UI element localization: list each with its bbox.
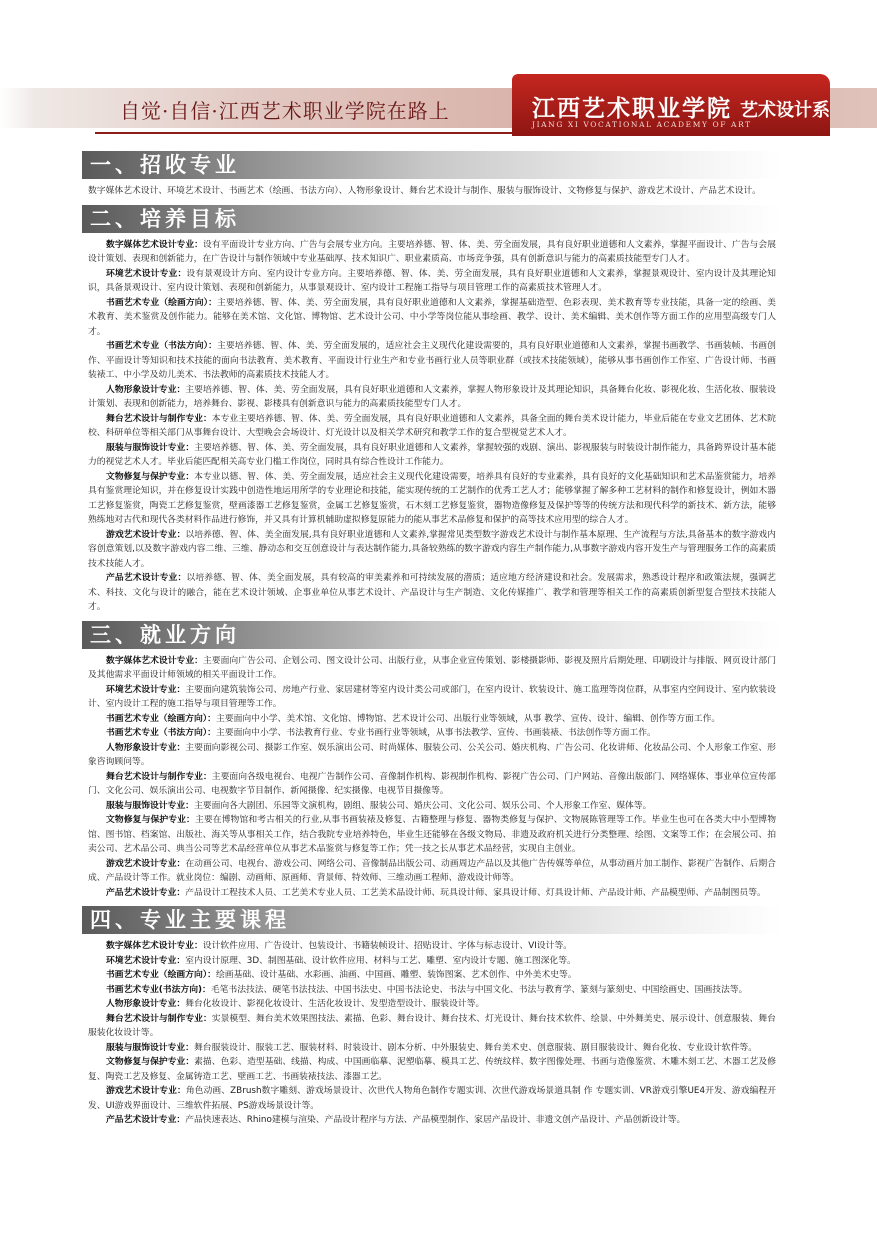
section-heading-objectives [82, 205, 782, 233]
major-description: 舞台服装设计、服装工艺、服装材料、时装设计、剧本分析、中外服装史、舞台美术史、创意服装、剧目服装设计、舞台化妆、专业设计软件等。 [193, 1042, 757, 1053]
major-label: 舞台艺术设计与制作专业： [106, 413, 212, 424]
major-paragraph [82, 654, 782, 683]
major-description: 主要面向中小学、书法教育行业、专业书画行业等领域，从事书法教学、宣传、书画装裱、书法创作等方面工作。 [215, 728, 656, 738]
major-description: 本专业以德、智、体、美、劳全面发展，适应社会主义现代化建设需要，培养具有良好的专业素养，具有良好的文化基础知识和艺术品鉴赏能力，培养具有鉴赏理论知识，并在修复设计实践中创造性地运用所学的专业理论和技能，能实现传统的工艺制作的优秀工艺人才；能够掌握了解多种工艺材料的制作和修复设计，例如木器工艺修复鉴赏，陶瓷工艺修复鉴赏，壁画漆器工艺修复鉴赏，金属工艺修复鉴赏，石木刻工艺修复鉴赏，器物造像修复及保护等等的传统方法和现代科学的新技术、新方法，能够熟练地对古代和现代各类材料作品进行修饰，并又具有计算机辅助虚拟修复原能力的能从事艺术品修复和保护的高等技术应用型的综合人才。 [88, 471, 776, 525]
major-description: 绘画基础、设计基础、水彩画、油画、中国画、雕塑、装饰图案、艺术创作、中外美术史等。 [215, 970, 577, 980]
major-label: 书画艺术专业（绘画方向）： [106, 297, 217, 308]
major-label: 产品艺术设计专业： [106, 573, 187, 583]
major-label: 数字媒体艺术设计专业： [106, 941, 203, 951]
major-label: 人物形象设计专业： [106, 742, 186, 753]
major-description: 主要培养德、智、体、美、劳全面发展，具有良好职业道德和人文素养，掌握基础造型、色彩表现、美术教育等专业技能，具备一定的绘画、美术教育、美术鉴赏及创作能力。能够在美术馆、文化馆、博物馆、艺术设计公司、中小学等岗位能从事绘画、教学、设计、美术编辑、美术创作等方面工作的应用型高级专门人才。 [88, 297, 776, 337]
major-description: 主要面向影视公司、摄影工作室、娱乐演出公司、时尚媒体、服装公司、公关公司、婚庆机构、广告公司、化妆讲师、化妆品公司、个人形象工作室、形象咨询顾问等。 [88, 742, 776, 767]
major-description: 主要在博物馆和考古相关的行业,从事书画装裱及修复、古籍整理与修复、器物类修复与保护、文物展陈管理等工作。毕业生也可在各类大中小型博物馆、图书馆、档案馆、出版社、海关等从事相关工作，结合我院专业培养特色，毕业生还能够在各级文物局、非遗及政府机关进行分类整理、绘图、文案等工作；在会展公司、拍卖公司、艺术品公司、典当公司等艺术品经营单位从事艺术品鉴赏与修复等工作；凭一技之长从事艺术品经营，实现自主创业。 [88, 815, 776, 854]
major-paragraph [82, 571, 782, 615]
section-title: 二、培养目标 [90, 205, 240, 231]
major-label: 舞台艺术设计与制作专业： [106, 1013, 212, 1024]
section-heading-employment [82, 621, 782, 649]
major-description: 在动画公司、电视台、游戏公司、网络公司、音像制品出版公司、动画周边产品以及其他广告传媒等单位，从事动画片加工制作、影视广告制作、后期合成、产品设计等工作。就业岗位：编剧、动画师、原画师、背景师、特效师、三维动画工程师、游戏设计师等。 [88, 858, 776, 883]
major-paragraph [82, 813, 782, 857]
major-label: 书画艺术专业（绘画方向）： [106, 713, 216, 724]
college-logo [512, 74, 830, 136]
courses-list [82, 939, 782, 1128]
major-paragraph [82, 983, 782, 998]
main-content [82, 151, 782, 1128]
major-description: 主要培养德、智、体、美、劳全面发展，具有良好职业道德和人文素养，掌握人物形象设计及其理论知识，具备舞台化妆、影视化妆、生活化妆、服装设计策划、表现和创新能力，培养舞台、影视、影楼具有创新意识与能力的高素质技能型专门人才。 [88, 384, 776, 409]
major-label: 数字媒体艺术设计专业： [106, 655, 203, 666]
major-description: 主要培养德、智、体、美、劳全面发展，具有良好职业道德和人文素养，掌握较强的戏剧、演出、影视服装与时装设计制作能力，具备跨界设计基本能力的视觉艺术人才。毕业后能匹配相关高专业门槛工作岗位，同时具有综合性设计工作能力。 [88, 442, 776, 467]
major-paragraph [82, 770, 782, 799]
major-paragraph [82, 441, 782, 470]
major-label: 书画艺术专业(书法方向)： [106, 984, 211, 995]
major-description: 室内设计原理、3D、制图基础、设计软件应用、材料与工艺、雕塑、室内设计专题、施工图深化等。 [185, 955, 576, 966]
major-description: 舞台化妆设计、影视化妆设计、生活化妆设计、发型造型设计、服装设计等。 [185, 999, 485, 1009]
major-description: 设有景观设计方向、室内设计专业方向。主要培养德、智、体、美、劳全面发展，具有良好职业道德和人文素养，掌握景观设计、室内设计及其理论知识，具备景观设计、室内设计策划、表现和创新能力，从事景观设计、室内设计工程施工指导与项目管理工作的高素质技术管理人才。 [88, 268, 776, 293]
header-divider [95, 132, 525, 134]
major-description: 产品设计工程技术人员、工艺美术专业人员、工艺美术品设计师、玩具设计师、家具设计师、灯具设计师、产品设计师、产品模型师、产品制图员等。 [185, 887, 766, 898]
major-paragraph [82, 1041, 782, 1056]
major-description: 实景模型、舞台美术效果图技法、素描、色彩、舞台设计、舞台技术、灯光设计、舞台技术软件、绘景、中外舞美史、展示设计、创意服装、舞台服装化妆设计等。 [88, 1013, 776, 1038]
majors-list: 数字媒体艺术设计、环境艺术设计、书画艺术（绘画、书法方向）、人物形象设计、舞台艺术设计与制作、服装与服饰设计、文物修复与保护、游戏艺术设计、产品艺术设计。 [88, 186, 761, 196]
major-description: 设计软件应用、广告设计、包装设计、书籍装帧设计、招贴设计、字体与标志设计、VI设计等。 [202, 941, 573, 951]
major-paragraph [82, 997, 782, 1012]
major-label: 服装与服饰设计专业： [106, 442, 195, 453]
major-label: 舞台艺术设计与制作专业： [106, 771, 212, 782]
major-label: 数字媒体艺术设计专业： [106, 239, 203, 250]
major-label: 环境艺术设计专业： [106, 268, 187, 279]
major-description: 以培养德、智、体、美全面发展,具有良好职业道德和人文素养,掌握常见类型数字游戏艺术设计与制作基本原理、生产流程与方法,具备基本的数字游戏内容创意策划,以及数字游戏内容二维、三维、静动态和交互创意设计与表达制作能力,具备较熟练的数字游戏内容生产制作能力,从事数字游戏内容开发生产与管理服务工作的高素质技术技能人才。 [88, 529, 776, 569]
major-label: 游戏艺术设计专业： [106, 858, 186, 869]
major-description: 设有平面设计专业方向、广告与会展专业方向。主要培养德、智、体、美、劳全面发展，具有良好职业道德和人文素养，掌握平面设计、广告与会展设计策划、表现和创新能力，在广告设计与制作领域中专业基础厚、技术知识广、职业素质高、市场竞争强，具有创新意识与能力的高素质技能型专门人才。 [88, 239, 776, 264]
major-label: 文物修复与保护专业： [106, 1057, 195, 1067]
major-label: 服装与服饰设计专业： [106, 800, 194, 811]
major-paragraph [82, 1012, 782, 1041]
header-slogan: 自觉·自信·江西艺术职业学院在路上 [120, 99, 450, 123]
major-label: 人物形象设计专业： [106, 384, 186, 395]
major-paragraph [82, 968, 782, 983]
major-paragraph [82, 741, 782, 770]
major-description: 主要面向中小学、美术馆、文化馆、博物馆、艺术设计公司、出版行业等领域，从事 教学、宣传、设计、编辑、创作等方面工作。 [215, 713, 721, 724]
major-paragraph [82, 383, 782, 412]
major-description: 主要培养德、智、体、美、劳全面发展的，适应社会主义现代化建设需要的，具有良好职业道德和人文素养，掌握书画教学、书画装帧、书画创作、平面设计等知识和技术技能的面向书法教育、美术教育、平面设计行业生产和专业书画行业人员等职业群（或技术技能领域），能够从事书画创作工作室、广告设计师、书画装裱工、中小学及幼儿美术、书法教师的高素质技术技能人才。 [88, 341, 776, 380]
major-paragraph [82, 954, 782, 969]
major-description: 主要面向广告公司、企划公司、图文设计公司、出版行业，从事企业宣传策划、影楼摄影师、影视及照片后期处理、印刷设计与排版、网页设计部门及其他需求平面设计师领域的相关平面设计工作。 [88, 655, 776, 680]
objectives-list [82, 238, 782, 615]
major-paragraph [82, 528, 782, 572]
major-description: 主要面向各大剧团、乐园等文演机构，剧组、服装公司、婚庆公司、文化公司、娱乐公司、个人形象工作室、媒体等。 [193, 800, 652, 811]
major-paragraph [82, 857, 782, 886]
section-heading-courses [82, 906, 782, 934]
major-label: 产品艺术设计专业： [106, 1115, 186, 1125]
section-title: 四、专业主要课程 [90, 907, 290, 932]
major-description: 毛笔书法技法、硬笔书法技法、中国书法史、中国书法论史、书法与中国文化、书法与教育学、篆刻与篆刻史、中国绘画史、国画技法等。 [210, 984, 748, 995]
major-paragraph [82, 1113, 782, 1128]
major-paragraph [82, 712, 782, 727]
major-description: 产品快速表达、Rhino建模与渲染、产品设计程序与方法、产品模型制作、家居产品设计、非遗文创产品设计、产品创新设计等。 [185, 1115, 686, 1125]
major-label: 游戏艺术设计专业： [106, 529, 186, 540]
major-description: 主要面向各级电视台、电视广告制作公司、音像制作机构、影视制作机构、影视广告公司、门户网站、音像出版部门、网络媒体、事业单位宣传部门、文化公司、娱乐演出公司、电视数字节目制作、新闻摄像、纪实摄像、电视节目摄像等。 [88, 771, 776, 796]
major-description: 素描、色彩、造型基础、线描、构成、中国画临摹、泥塑临摹、模具工艺、传统纹样、数字图像处理、书画与造像鉴赏、木雕木刻工艺、木器工艺及修复、陶瓷工艺及修复、金属铸造工艺、壁画工艺、书画装裱技法、漆器工艺。 [88, 1057, 776, 1082]
major-paragraph [82, 683, 782, 712]
employment-list [82, 654, 782, 901]
major-paragraph [82, 296, 782, 340]
major-paragraph [82, 470, 782, 528]
section-title: 三、就业方向 [90, 621, 240, 647]
major-description: 主要面向建筑装饰公司、房地产行业、家居建材等室内设计类公司或部门，在室内设计、软装设计、施工监理等岗位群，从事室内空间设计、室内软装设计、室内设计工程的施工指导与项目管理等工作。 [88, 684, 776, 709]
major-paragraph [82, 412, 782, 441]
major-description: 本专业主要培养德、智、体、美、劳全面发展，具有良好职业道德和人文素养，具备全面的舞台美术设计能力，毕业后能在专业文艺团体、艺术院校、科研单位等相关部门从事舞台设计、大型晚会会场设计、灯光设计以及相关学术研究和教学工作的复合型视觉艺术人才。 [88, 413, 776, 438]
major-label: 环境艺术设计专业： [106, 955, 186, 966]
major-paragraph [82, 886, 782, 901]
major-label: 产品艺术设计专业： [106, 887, 186, 898]
major-label: 文物修复与保护专业： [106, 471, 195, 482]
major-description: 角色动画、ZBrush数字雕刻、游戏场景设计、次世代人物角色制作专题实训、次世代游戏场景道具制 作 专题实训、VR游戏引擎UE4开发、游戏编程开发、UI游戏界面设计、三维软件拓展、PS游戏场景设计等。 [88, 1086, 776, 1111]
major-label: 书画艺术专业（绘画方向）： [106, 970, 216, 980]
major-description: 以培养德、智、体、美全面发展，具有较高的审美素养和可持续发展的潜质；适应地方经济建设和社会。发展需求，熟悉设计程序和政策法规，强调艺术、科技、文化与设计的融合，能在艺术设计领域、企事业单位从事艺术设计、产品设计与生产制造、文化传媒推广、教学和管理等相关工作的高素质创新型复合型技术技能人才。 [88, 573, 776, 612]
major-label: 文物修复与保护专业： [106, 815, 195, 825]
major-paragraph [82, 1084, 782, 1113]
major-label: 游戏艺术设计专业： [106, 1086, 186, 1096]
major-label: 书画艺术专业（书法方向）： [106, 728, 216, 738]
section-title: 一、招收专业 [90, 152, 240, 177]
major-paragraph [82, 939, 782, 954]
department-name: 艺术设计系 [740, 100, 830, 121]
major-paragraph [82, 799, 782, 814]
major-paragraph [82, 1055, 782, 1084]
major-label: 人物形象设计专业： [106, 999, 186, 1009]
college-name: 江西艺术职业学院 [532, 96, 732, 122]
page-header [0, 74, 877, 134]
major-paragraph [82, 726, 782, 741]
major-paragraph [82, 267, 782, 296]
major-label: 环境艺术设计专业： [106, 684, 186, 695]
college-name-english: JIANG XI VOCATIONAL ACADEMY OF ART [532, 120, 752, 129]
major-label: 书画艺术专业（书法方向）： [106, 341, 217, 351]
section-heading-majors [82, 151, 782, 179]
major-paragraph [82, 238, 782, 267]
major-label: 服装与服饰设计专业： [106, 1042, 194, 1053]
major-paragraph [82, 339, 782, 383]
